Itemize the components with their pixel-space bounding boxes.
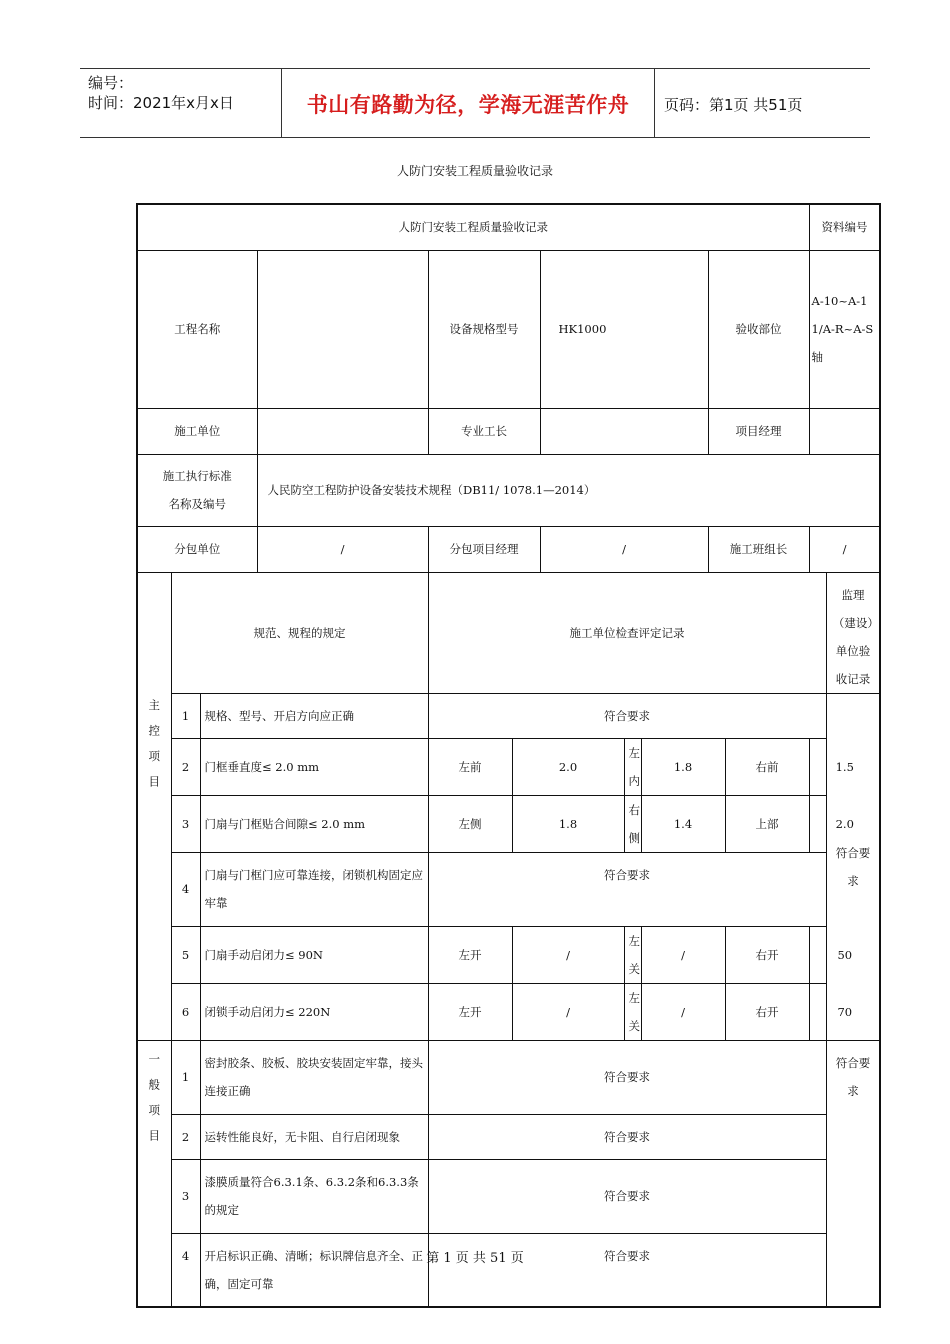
measure-label: 左关 xyxy=(624,983,641,1040)
table-row xyxy=(137,408,880,454)
table-row xyxy=(137,572,880,693)
measure-label: 左内 xyxy=(624,738,641,795)
standard-label xyxy=(137,454,257,526)
general-items-label xyxy=(137,1040,171,1307)
measure-label: 左开 xyxy=(428,983,512,1040)
item-number: 2 xyxy=(171,1114,200,1159)
item-rule-text: 门框垂直度≤ 2.0 mm xyxy=(200,738,428,795)
general-items-label-text: 一般项目 xyxy=(147,1052,162,1155)
item-rule-text: 门扇与门框贴合间隙≤ 2.0 mm xyxy=(200,795,428,852)
measure-value: 1.4 xyxy=(641,795,725,852)
spec-label: 设备规格型号 xyxy=(428,250,540,408)
item-check-result: 符合要求 xyxy=(428,1159,826,1233)
table-row xyxy=(137,1040,880,1114)
page-footer: 第 1 页 共 51 页 xyxy=(426,1251,524,1266)
table-row xyxy=(137,1159,880,1233)
item-rule-text: 闭锁手动启闭力≤ 220N xyxy=(200,983,428,1040)
item-number: 3 xyxy=(171,795,200,852)
main-supervise-result: 符合要求 xyxy=(826,693,880,1040)
measure-label: 左开 xyxy=(428,926,512,983)
header-page-number: 页码：第1页 共51页 xyxy=(664,96,803,114)
table-row xyxy=(137,926,880,983)
measure-value: 50 xyxy=(809,926,880,983)
table-row xyxy=(137,1233,880,1307)
item-check-result: 符合要求 xyxy=(428,852,826,926)
item-check-result: 符合要求 xyxy=(428,693,826,738)
acceptance-record-table xyxy=(136,203,881,1308)
item-check-result: 符合要求 xyxy=(428,1040,826,1114)
table-row xyxy=(137,693,880,738)
measure-value: / xyxy=(512,983,624,1040)
rules-column-header: 规范、规程的规定 xyxy=(171,572,428,693)
table-row xyxy=(137,983,880,1040)
code-label: 编号： xyxy=(88,74,134,92)
check-column-header: 施工单位检查评定记录 xyxy=(428,572,826,693)
standard-label-line: 施工执行标准 xyxy=(162,469,232,483)
measure-value: 1.8 xyxy=(512,795,624,852)
item-check-result: 符合要求 xyxy=(428,1233,826,1307)
measure-label: 上部 xyxy=(725,795,809,852)
doc-number-label: 资料编号 xyxy=(809,204,880,250)
table-row xyxy=(137,852,880,926)
time-label: 时间：2021年x月x日 xyxy=(88,94,234,112)
standard-value: 人民防空工程防护设备安装技术规程（DB11/ 1078.1—2014） xyxy=(257,454,880,526)
header-motto: 书山有路勤为径，学海无涯苦作舟 xyxy=(306,93,630,117)
measure-label: 右开 xyxy=(725,983,809,1040)
table-row xyxy=(137,454,880,526)
measure-label: 左关 xyxy=(624,926,641,983)
table-row xyxy=(137,738,880,795)
measure-value: / xyxy=(641,983,725,1040)
main-items-label xyxy=(137,572,171,1040)
measure-label: 左侧 xyxy=(428,795,512,852)
page-header xyxy=(80,68,870,138)
item-number: 4 xyxy=(171,1233,200,1307)
item-rule-text: 密封胶条、胶板、胶块安装固定牢靠，接头连接正确 xyxy=(200,1040,428,1114)
sub-pm-value: / xyxy=(540,526,708,572)
contractor-value xyxy=(257,408,428,454)
accept-part-label: 验收部位 xyxy=(708,250,809,408)
pm-label: 项目经理 xyxy=(708,408,809,454)
measure-value: 2.0 xyxy=(512,738,624,795)
supervise-column-header: 监理（建设）单位验收记录 xyxy=(826,572,880,693)
team-leader-value: / xyxy=(809,526,880,572)
measure-label: 左前 xyxy=(428,738,512,795)
table-row xyxy=(137,250,880,408)
measure-value: 1.5 xyxy=(809,738,880,795)
measure-value: / xyxy=(641,926,725,983)
team-leader-label: 施工班组长 xyxy=(708,526,809,572)
standard-label-line: 名称及编号 xyxy=(168,497,226,511)
table-row xyxy=(137,795,880,852)
contractor-label: 施工单位 xyxy=(137,408,257,454)
project-name-value xyxy=(257,250,428,408)
item-number: 1 xyxy=(171,693,200,738)
sub-contractor-label: 分包单位 xyxy=(137,526,257,572)
general-supervise-result: 符合要求 xyxy=(826,1040,880,1307)
document-title: 人防门安装工程质量验收记录 xyxy=(396,164,553,178)
item-rule-text: 运转性能良好，无卡阻、自行启闭现象 xyxy=(200,1114,428,1159)
item-rule-text: 开启标识正确、清晰；标识牌信息齐全、正确，固定可靠 xyxy=(200,1233,428,1307)
item-number: 1 xyxy=(171,1040,200,1114)
item-check-result: 符合要求 xyxy=(428,1114,826,1159)
sub-contractor-value: / xyxy=(257,526,428,572)
item-rule-text: 规格、型号、开启方向应正确 xyxy=(200,693,428,738)
item-rule-text: 门扇与门框门应可靠连接，闭锁机构固定应牢靠 xyxy=(200,852,428,926)
measure-label: 右侧 xyxy=(624,795,641,852)
header-meta xyxy=(88,73,234,113)
table-row xyxy=(137,1114,880,1159)
accept-part-value: A-10~A-11/A-R~A-S轴 xyxy=(809,250,880,408)
sub-pm-label: 分包项目经理 xyxy=(428,526,540,572)
spec-value: HK1000 xyxy=(540,250,708,408)
pm-value xyxy=(809,408,880,454)
item-rule-text: 门扇手动启闭力≤ 90N xyxy=(200,926,428,983)
main-items-label-text: 主控项目 xyxy=(147,698,162,801)
project-name-label: 工程名称 xyxy=(137,250,257,408)
measure-label: 右前 xyxy=(725,738,809,795)
table-row xyxy=(137,526,880,572)
item-number: 6 xyxy=(171,983,200,1040)
measure-value: / xyxy=(512,926,624,983)
measure-value: 70 xyxy=(809,983,880,1040)
item-number: 4 xyxy=(171,852,200,926)
table-row xyxy=(137,204,880,250)
foreman-label: 专业工长 xyxy=(428,408,540,454)
foreman-value xyxy=(540,408,708,454)
item-number: 5 xyxy=(171,926,200,983)
measure-value: 1.8 xyxy=(641,738,725,795)
item-rule-text: 漆膜质量符合6.3.1条、6.3.2条和6.3.3条的规定 xyxy=(200,1159,428,1233)
form-title: 人防门安装工程质量验收记录 xyxy=(137,204,809,250)
item-number: 2 xyxy=(171,738,200,795)
measure-label: 右开 xyxy=(725,926,809,983)
measure-value: 2.0 xyxy=(809,795,880,852)
header-divider xyxy=(654,69,655,137)
item-number: 3 xyxy=(171,1159,200,1233)
